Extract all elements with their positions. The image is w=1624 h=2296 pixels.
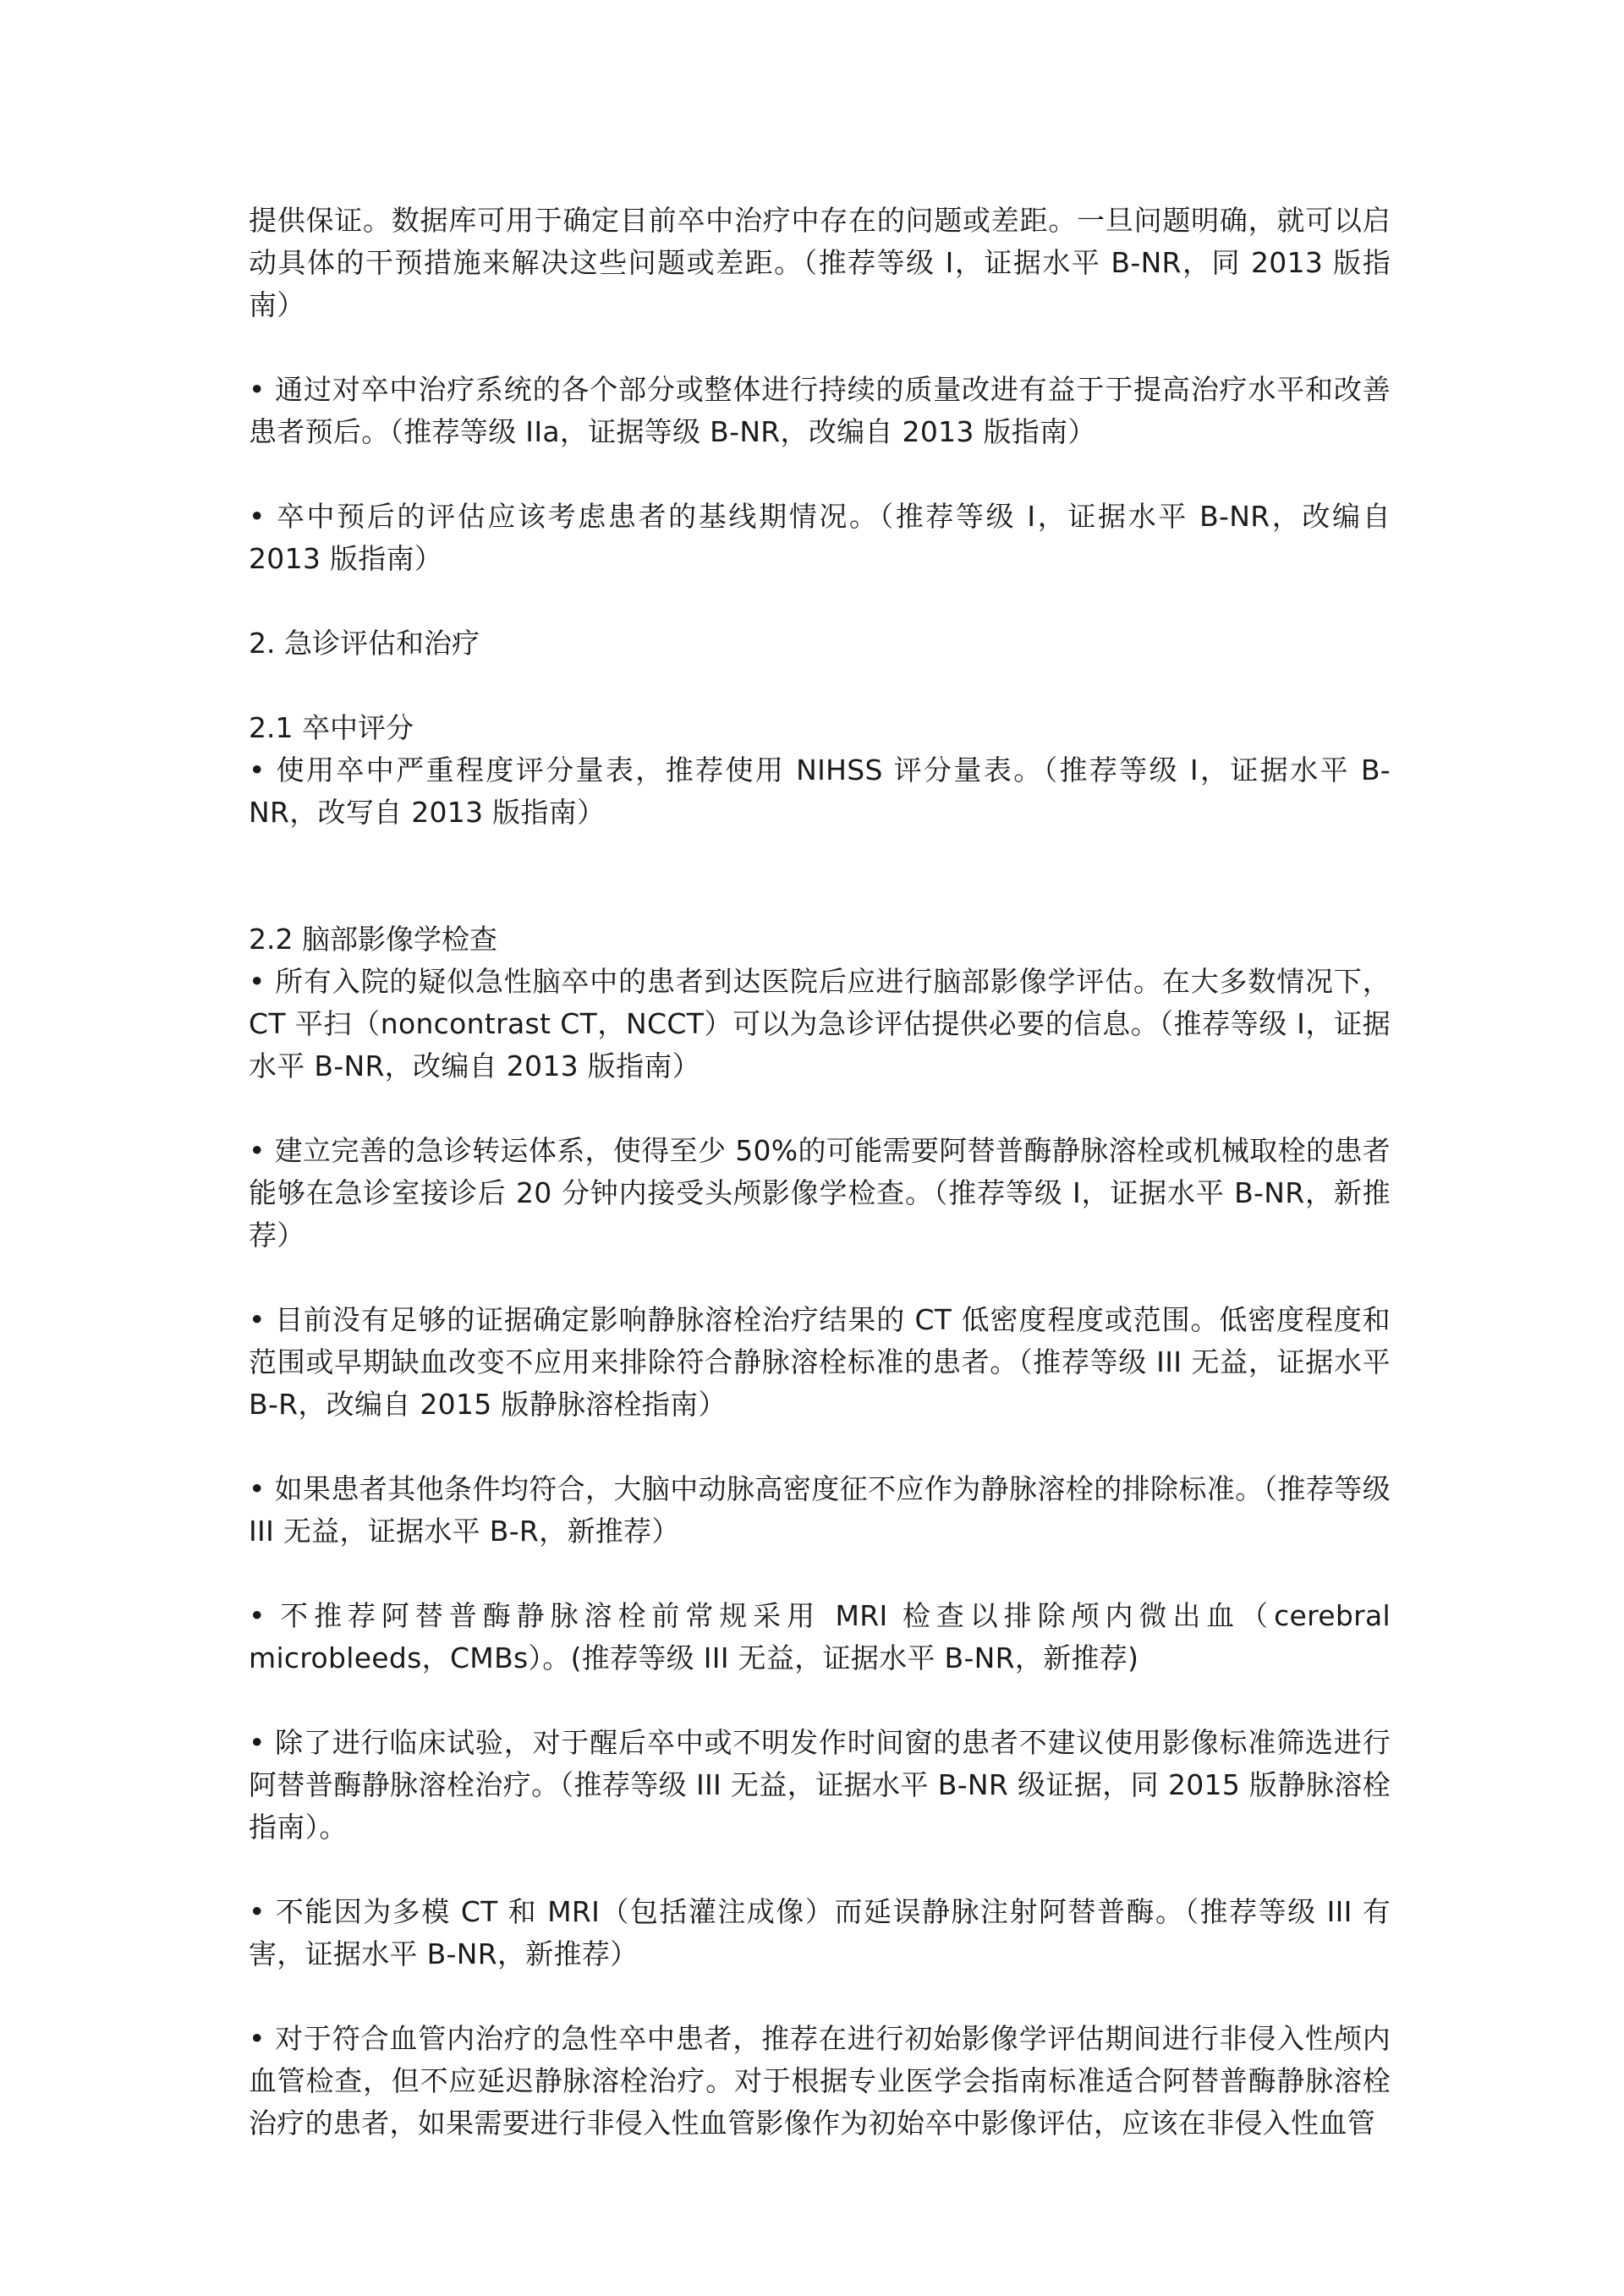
paragraph-quality-database: 提供保证。数据库可用于确定目前卒中治疗中存在的问题或差距。一旦问题明确，就可以启动具体的干预措施来解决这些问题或差距。（推荐等级 I，证据水平 B-NR，同 2013 版指南） xyxy=(249,204,1391,321)
paragraph-imaging-ncct: • 所有入院的疑似急性脑卒中的患者到达医院后应进行脑部影像学评估。在大多数情况下，CT 平扫（noncontrast CT，NCCT）可以为急诊评估提供必要的信息。（推荐等级 I，证据水平 B-NR，改编自 2013 版指南） xyxy=(249,965,1391,1082)
spacer xyxy=(249,1680,1391,1722)
paragraph-imaging-multimodal: • 不能因为多模 CT 和 MRI（包括灌注成像）而延误静脉注射阿替普酶。（推荐等级 III 有害，证据水平 B-NR，新推荐） xyxy=(249,1895,1391,1970)
spacer xyxy=(249,1975,1391,2018)
spacer xyxy=(249,1257,1391,1299)
paragraph-quality-improvement: • 通过对卒中治疗系统的各个部分或整体进行持续的质量改进有益于于提高治疗水平和改善患者预后。（推荐等级 IIa，证据等级 B-NR，改编自 2013 版指南） xyxy=(249,373,1391,448)
paragraph-nihss: • 使用卒中严重程度评分量表，推荐使用 NIHSS 评分量表。（推荐等级 I，证据水平 B-NR，改写自 2013 版指南） xyxy=(249,753,1391,829)
spacer xyxy=(249,1088,1391,1130)
section-heading-emergency: 2. 急诊评估和治疗 xyxy=(249,627,480,660)
spacer xyxy=(249,665,1391,707)
paragraph-imaging-vascular: • 对于符合血管内治疗的急性卒中患者，推荐在进行初始影像学评估期间进行非侵入性颅内血管检查，但不应延迟静脉溶栓治疗。对于根据专业医学会指南标准适合阿替普酶静脉溶栓治疗的患者，如果需要进行非侵入性血管影像作为初始卒中影像评估，应该在非侵入性血管 xyxy=(249,2022,1391,2140)
spacer xyxy=(249,1849,1391,1891)
spacer xyxy=(249,1553,1391,1595)
paragraph-baseline-assessment: • 卒中预后的评估应该考虑患者的基线期情况。（推荐等级 I，证据水平 B-NR，改编自 2013 版指南） xyxy=(249,500,1391,575)
spacer xyxy=(249,453,1391,496)
paragraph-imaging-mca-sign: • 如果患者其他条件均符合，大脑中动脉高密度征不应作为静脉溶栓的排除标准。（推荐等级 III 无益，证据水平 B-R，新推荐） xyxy=(249,1472,1391,1548)
spacer xyxy=(249,1426,1391,1468)
paragraph-imaging-mri-cmbs: • 不推荐阿替普酶静脉溶栓前常规采用 MRI 检查以排除颅内微出血（cerebral microbleeds，CMBs）。(推荐等级 III 无益，证据水平 B-NR，新推荐) xyxy=(249,1599,1391,1674)
spacer xyxy=(249,580,1391,622)
subsection-heading-imaging: 2.2 脑部影像学检查 xyxy=(249,923,497,956)
paragraph-imaging-wake-up-stroke: • 除了进行临床试验，对于醒后卒中或不明发作时间窗的患者不建议使用影像标准筛选进行阿替普酶静脉溶栓治疗。（推荐等级 III 无益，证据水平 B-NR 级证据，同 2015 版静脉溶栓指南）。 xyxy=(249,1726,1391,1844)
document-page xyxy=(249,200,1391,2145)
paragraph-imaging-hypodensity: • 目前没有足够的证据确定影响静脉溶栓治疗结果的 CT 低密度程度或范围。低密度程度和范围或早期缺血改变不应用来排除符合静脉溶栓标准的患者。（推荐等级 III 无益，证据水平 B-R，改编自 2015 版静脉溶栓指南） xyxy=(249,1303,1391,1421)
paragraph-imaging-transfer: • 建立完善的急诊转运体系，使得至少 50%的可能需要阿替普酶静脉溶栓或机械取栓的患者能够在急诊室接诊后 20 分钟内接受头颅影像学检查。（推荐等级 I，证据水平 B-NR，新推荐） xyxy=(249,1134,1391,1252)
subsection-heading-stroke-score: 2.1 卒中评分 xyxy=(249,711,414,744)
spacer xyxy=(249,834,1391,918)
spacer xyxy=(249,326,1391,369)
